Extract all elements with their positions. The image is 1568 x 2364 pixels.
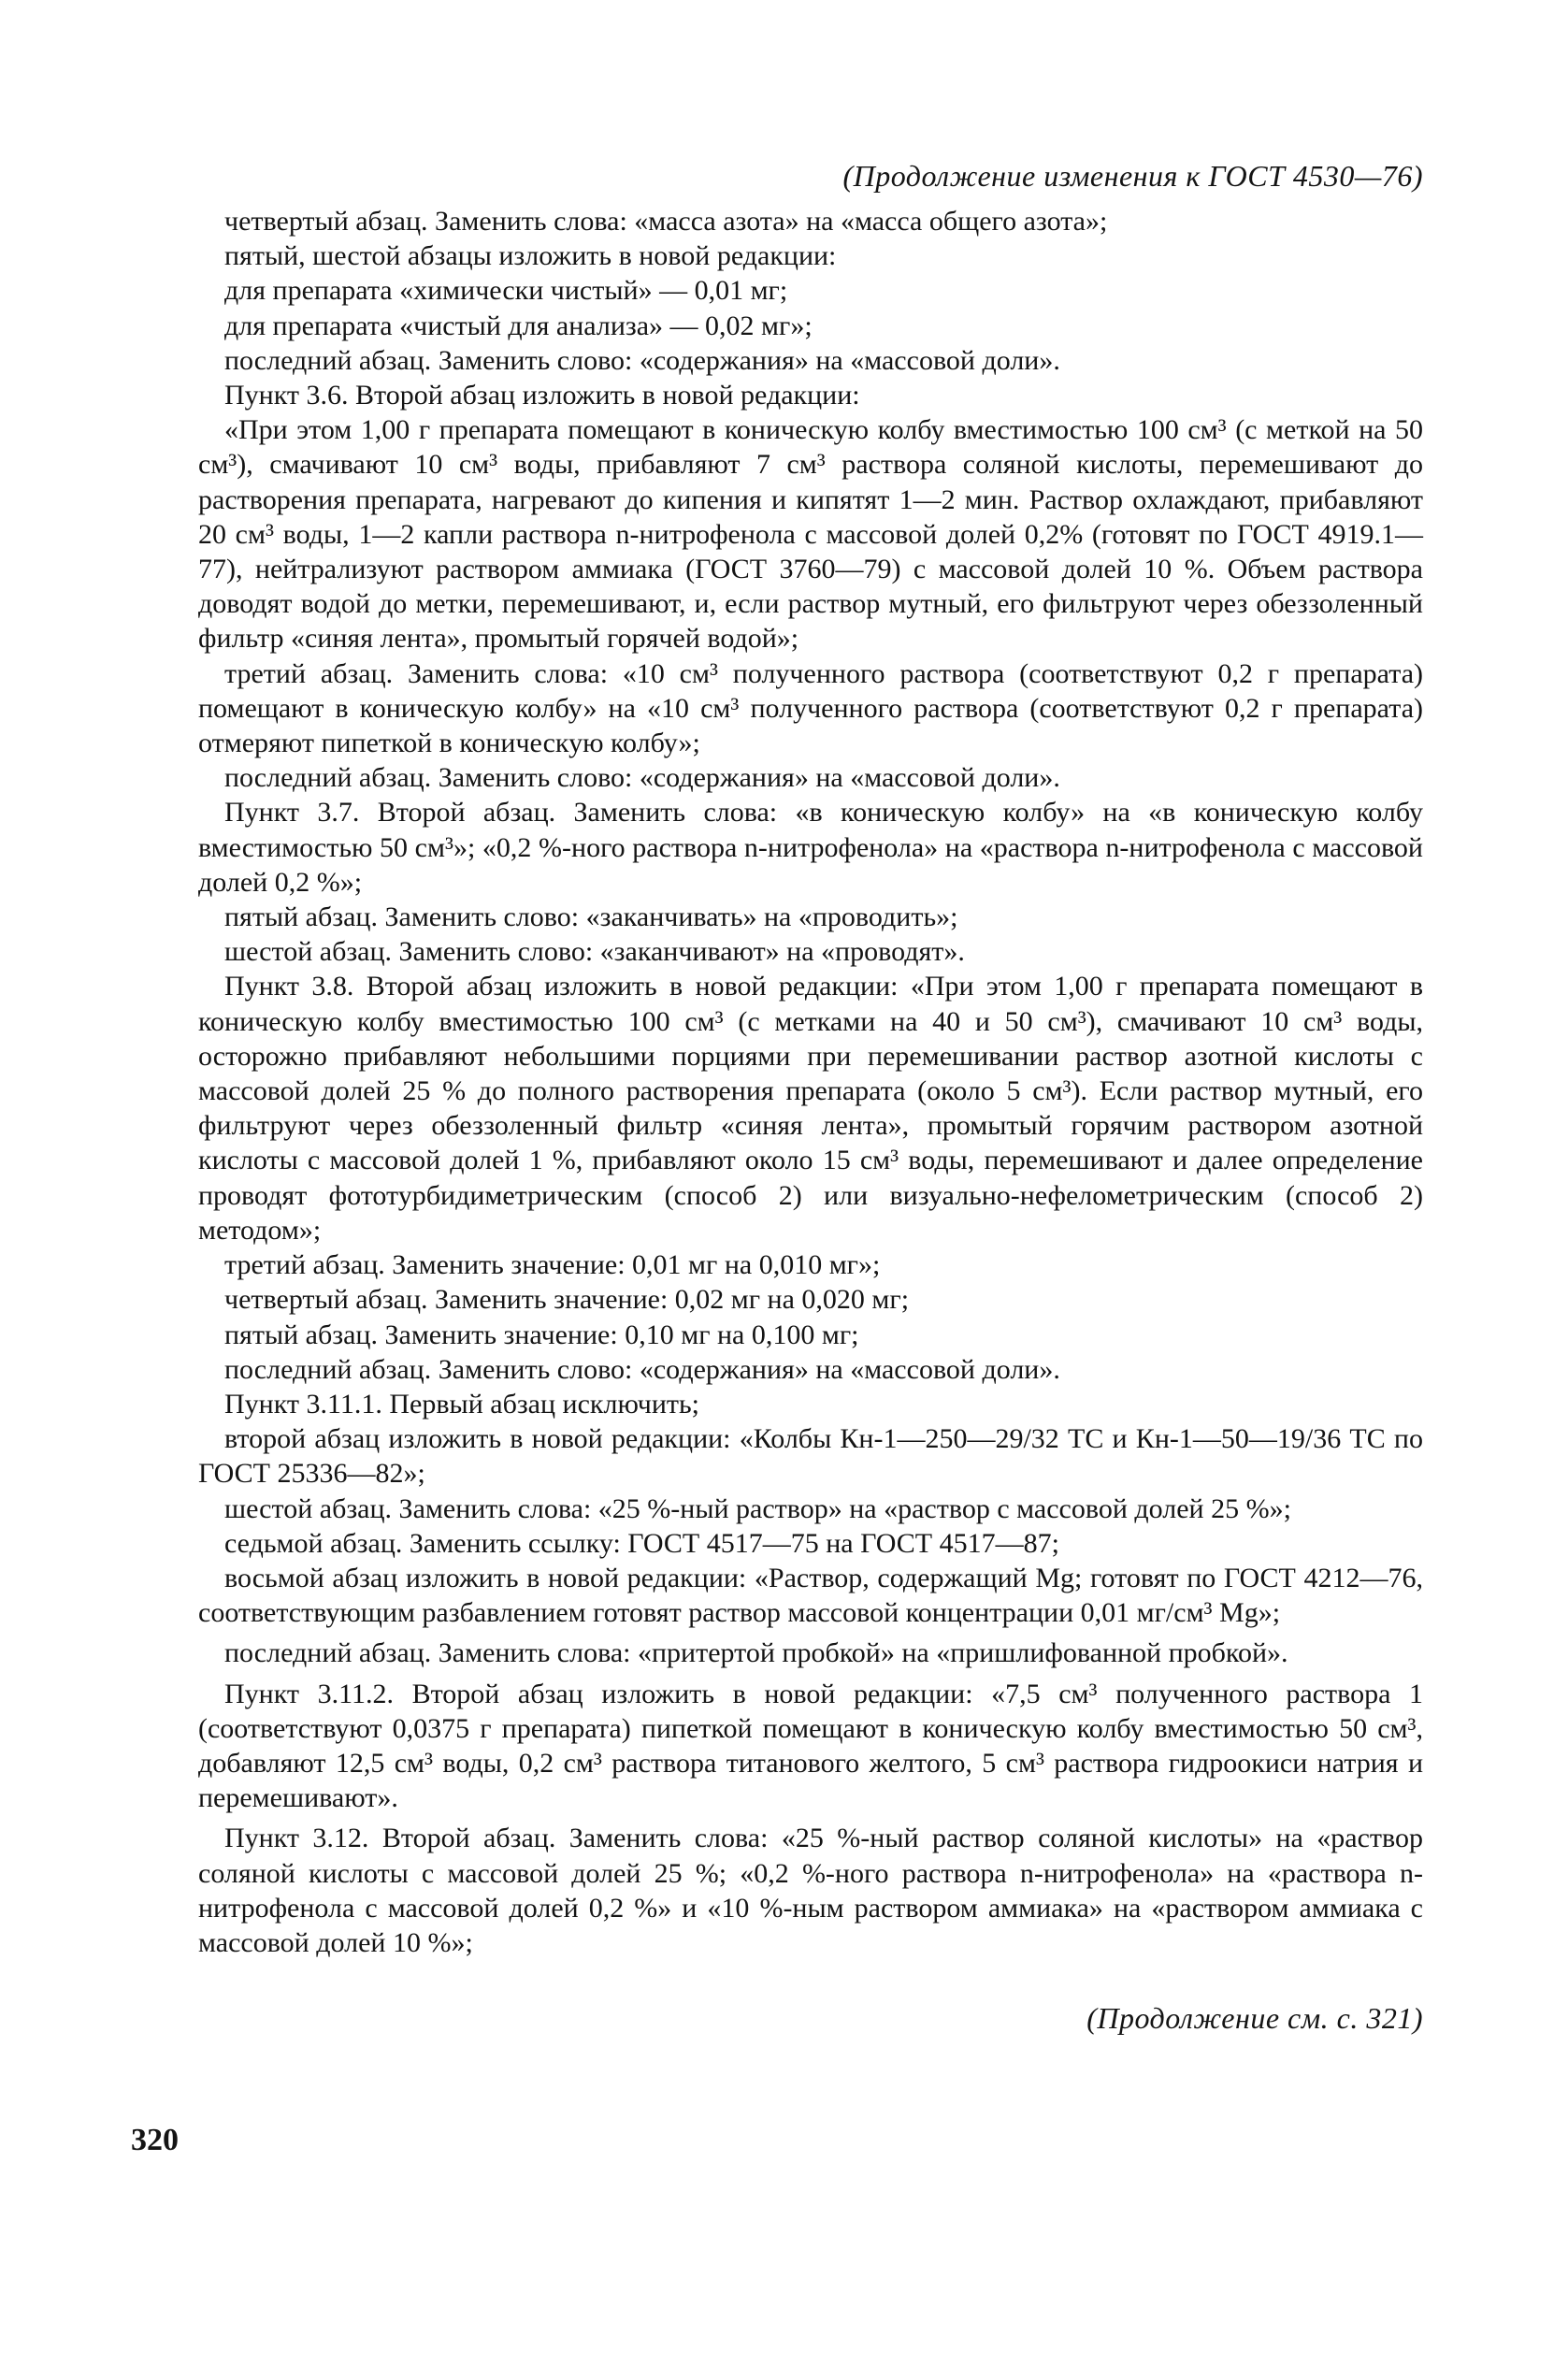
paragraph: Пункт 3.11.2. Второй абзац изложить в новой редакции: «7,5 см³ полученного раствора 1 (соответствуют 0,0375 г препарата) пипеткой помещают в коническую колбу вместимостью 50 см³, добавляют 12,5 см³ воды, 0,2 см³ раствора титанового желтого, 5 см³ раствора гидроокиси натрия и перемешивают». bbox=[198, 1678, 1423, 1814]
document-body bbox=[198, 204, 1423, 1960]
paragraph: Пункт 3.7. Второй абзац. Заменить слова: «в коническую колбу» на «в коническую колбу вместимостью 50 см³»; «0,2 %-ного раствора n-нитрофенола» на «раствора n-нитрофенола с массовой долей 0,2 %»; bbox=[198, 797, 1423, 898]
continuation-footer: (Продолжение см. с. 321) bbox=[1086, 2001, 1423, 2036]
paragraph: последний абзац. Заменить слово: «содержания» на «массовой доли». bbox=[224, 1353, 1060, 1385]
paragraph: шестой абзац. Заменить слова: «25 %-ный раствор» на «раствор с массовой долей 25 %»; bbox=[224, 1492, 1291, 1524]
paragraph: последний абзац. Заменить слова: «притертой пробкой» на «пришлифованной пробкой». bbox=[224, 1637, 1288, 1669]
paragraph: для препарата «химически чистый» — 0,01 мг; bbox=[224, 275, 788, 307]
continuation-header: (Продолжение изменения к ГОСТ 4530—76) bbox=[842, 159, 1423, 193]
paragraph: шестой абзац. Заменить слово: «заканчивают» на «проводят». bbox=[224, 936, 965, 968]
paragraph: для препарата «чистый для анализа» — 0,02 мг»; bbox=[224, 310, 813, 341]
paragraph: восьмой абзац изложить в новой редакции: «Раствор, содержащий Mg; готовят по ГОСТ 4212—76, соответствующим разбавлением готовят раствор массовой концентрации 0,01 мг/см³ Mg»; bbox=[198, 1562, 1423, 1629]
paragraph: четвертый абзац. Заменить слова: «масса азота» на «масса общего азота»; bbox=[224, 206, 1108, 237]
paragraph: пятый абзац. Заменить значение: 0,10 мг на 0,100 мг; bbox=[224, 1319, 859, 1350]
paragraph: второй абзац изложить в новой редакции: «Колбы Кн-1—250—29/32 ТС и Кн-1—50—19/36 ТС по ГОСТ 25336—82»; bbox=[198, 1423, 1423, 1490]
page-number: 320 bbox=[131, 2123, 179, 2157]
paragraph: третий абзац. Заменить слова: «10 см³ полученного раствора (соответствуют 0,2 г препарата) помещают в коническую колбу» на «10 см³ полученного раствора (соответствуют 0,2 г препарата) отмеряют пипеткой в коническую колбу»; bbox=[198, 657, 1423, 759]
paragraph: седьмой абзац. Заменить ссылку: ГОСТ 4517—75 на ГОСТ 4517—87; bbox=[224, 1527, 1059, 1559]
document-page bbox=[198, 157, 1423, 2037]
paragraph: Пункт 3.12. Второй абзац. Заменить слова: «25 %-ный раствор соляной кислоты» на «раствор соляной кислоты с массовой долей 25 %; «0,2 %-ного раствора n-нитрофенола» на «раствора n-нитрофенола с массовой долей 0,2 %» и «10 %-ным раствором аммиака» на «раствором аммиака с массовой долей 10 %»; bbox=[198, 1823, 1423, 1958]
paragraph: пятый абзац. Заменить слово: «заканчивать» на «проводить»; bbox=[224, 901, 958, 933]
paragraph: четвертый абзац. Заменить значение: 0,02 мг на 0,020 мг; bbox=[224, 1284, 910, 1316]
paragraph: третий абзац. Заменить значение: 0,01 мг на 0,010 мг»; bbox=[224, 1249, 881, 1281]
paragraph: последний абзац. Заменить слово: «содержания» на «массовой доли». bbox=[224, 344, 1060, 376]
paragraph: пятый, шестой абзацы изложить в новой редакции: bbox=[224, 240, 837, 272]
paragraph: Пункт 3.8. Второй абзац изложить в новой редакции: «При этом 1,00 г препарата помещают в коническую колбу вместимостью 100 см³ (с метками на 40 и 50 см³), смачивают 10 см³ воды, осторожно прибавляют небольшими порциями при перемешивании раствор азотной кислоты с массовой долей 25 % до полного растворения препарата (около 5 см³). Если раствор мутный, его фильтруют через обеззоленный фильтр «синяя лента», промытый горячим раствором азотной кислоты с массовой долей 1 %, прибавляют около 15 см³ воды, перемешивают и далее определение проводят фототурбидиметрическим (способ 2) или визуально-нефелометрическим (способ 2) методом»; bbox=[198, 971, 1423, 1246]
paragraph: Пункт 3.11.1. Первый абзац исключить; bbox=[224, 1388, 700, 1420]
paragraph: последний абзац. Заменить слово: «содержания» на «массовой доли». bbox=[224, 762, 1060, 794]
paragraph: «При этом 1,00 г препарата помещают в коническую колбу вместимостью 100 см³ (с меткой на 50 см³), смачивают 10 см³ воды, прибавляют 7 см³ раствора соляной кислоты, перемешивают до растворения препарата, нагревают до кипения и кипятят 1—2 мин. Раствор охлаждают, прибавляют 20 см³ воды, 1—2 капли раствора n-нитрофенола с массовой долей 0,2% (готовят по ГОСТ 4919.1—77), нейтрализуют раствором аммиака (ГОСТ 3760—79) с массовой долей 10 %. Объем раствора доводят водой до метки, перемешивают, и, если раствор мутный, его фильтруют через обеззоленный фильтр «синяя лента», промытый горячей водой»; bbox=[198, 414, 1423, 655]
paragraph: Пункт 3.6. Второй абзац изложить в новой редакции: bbox=[224, 380, 860, 411]
